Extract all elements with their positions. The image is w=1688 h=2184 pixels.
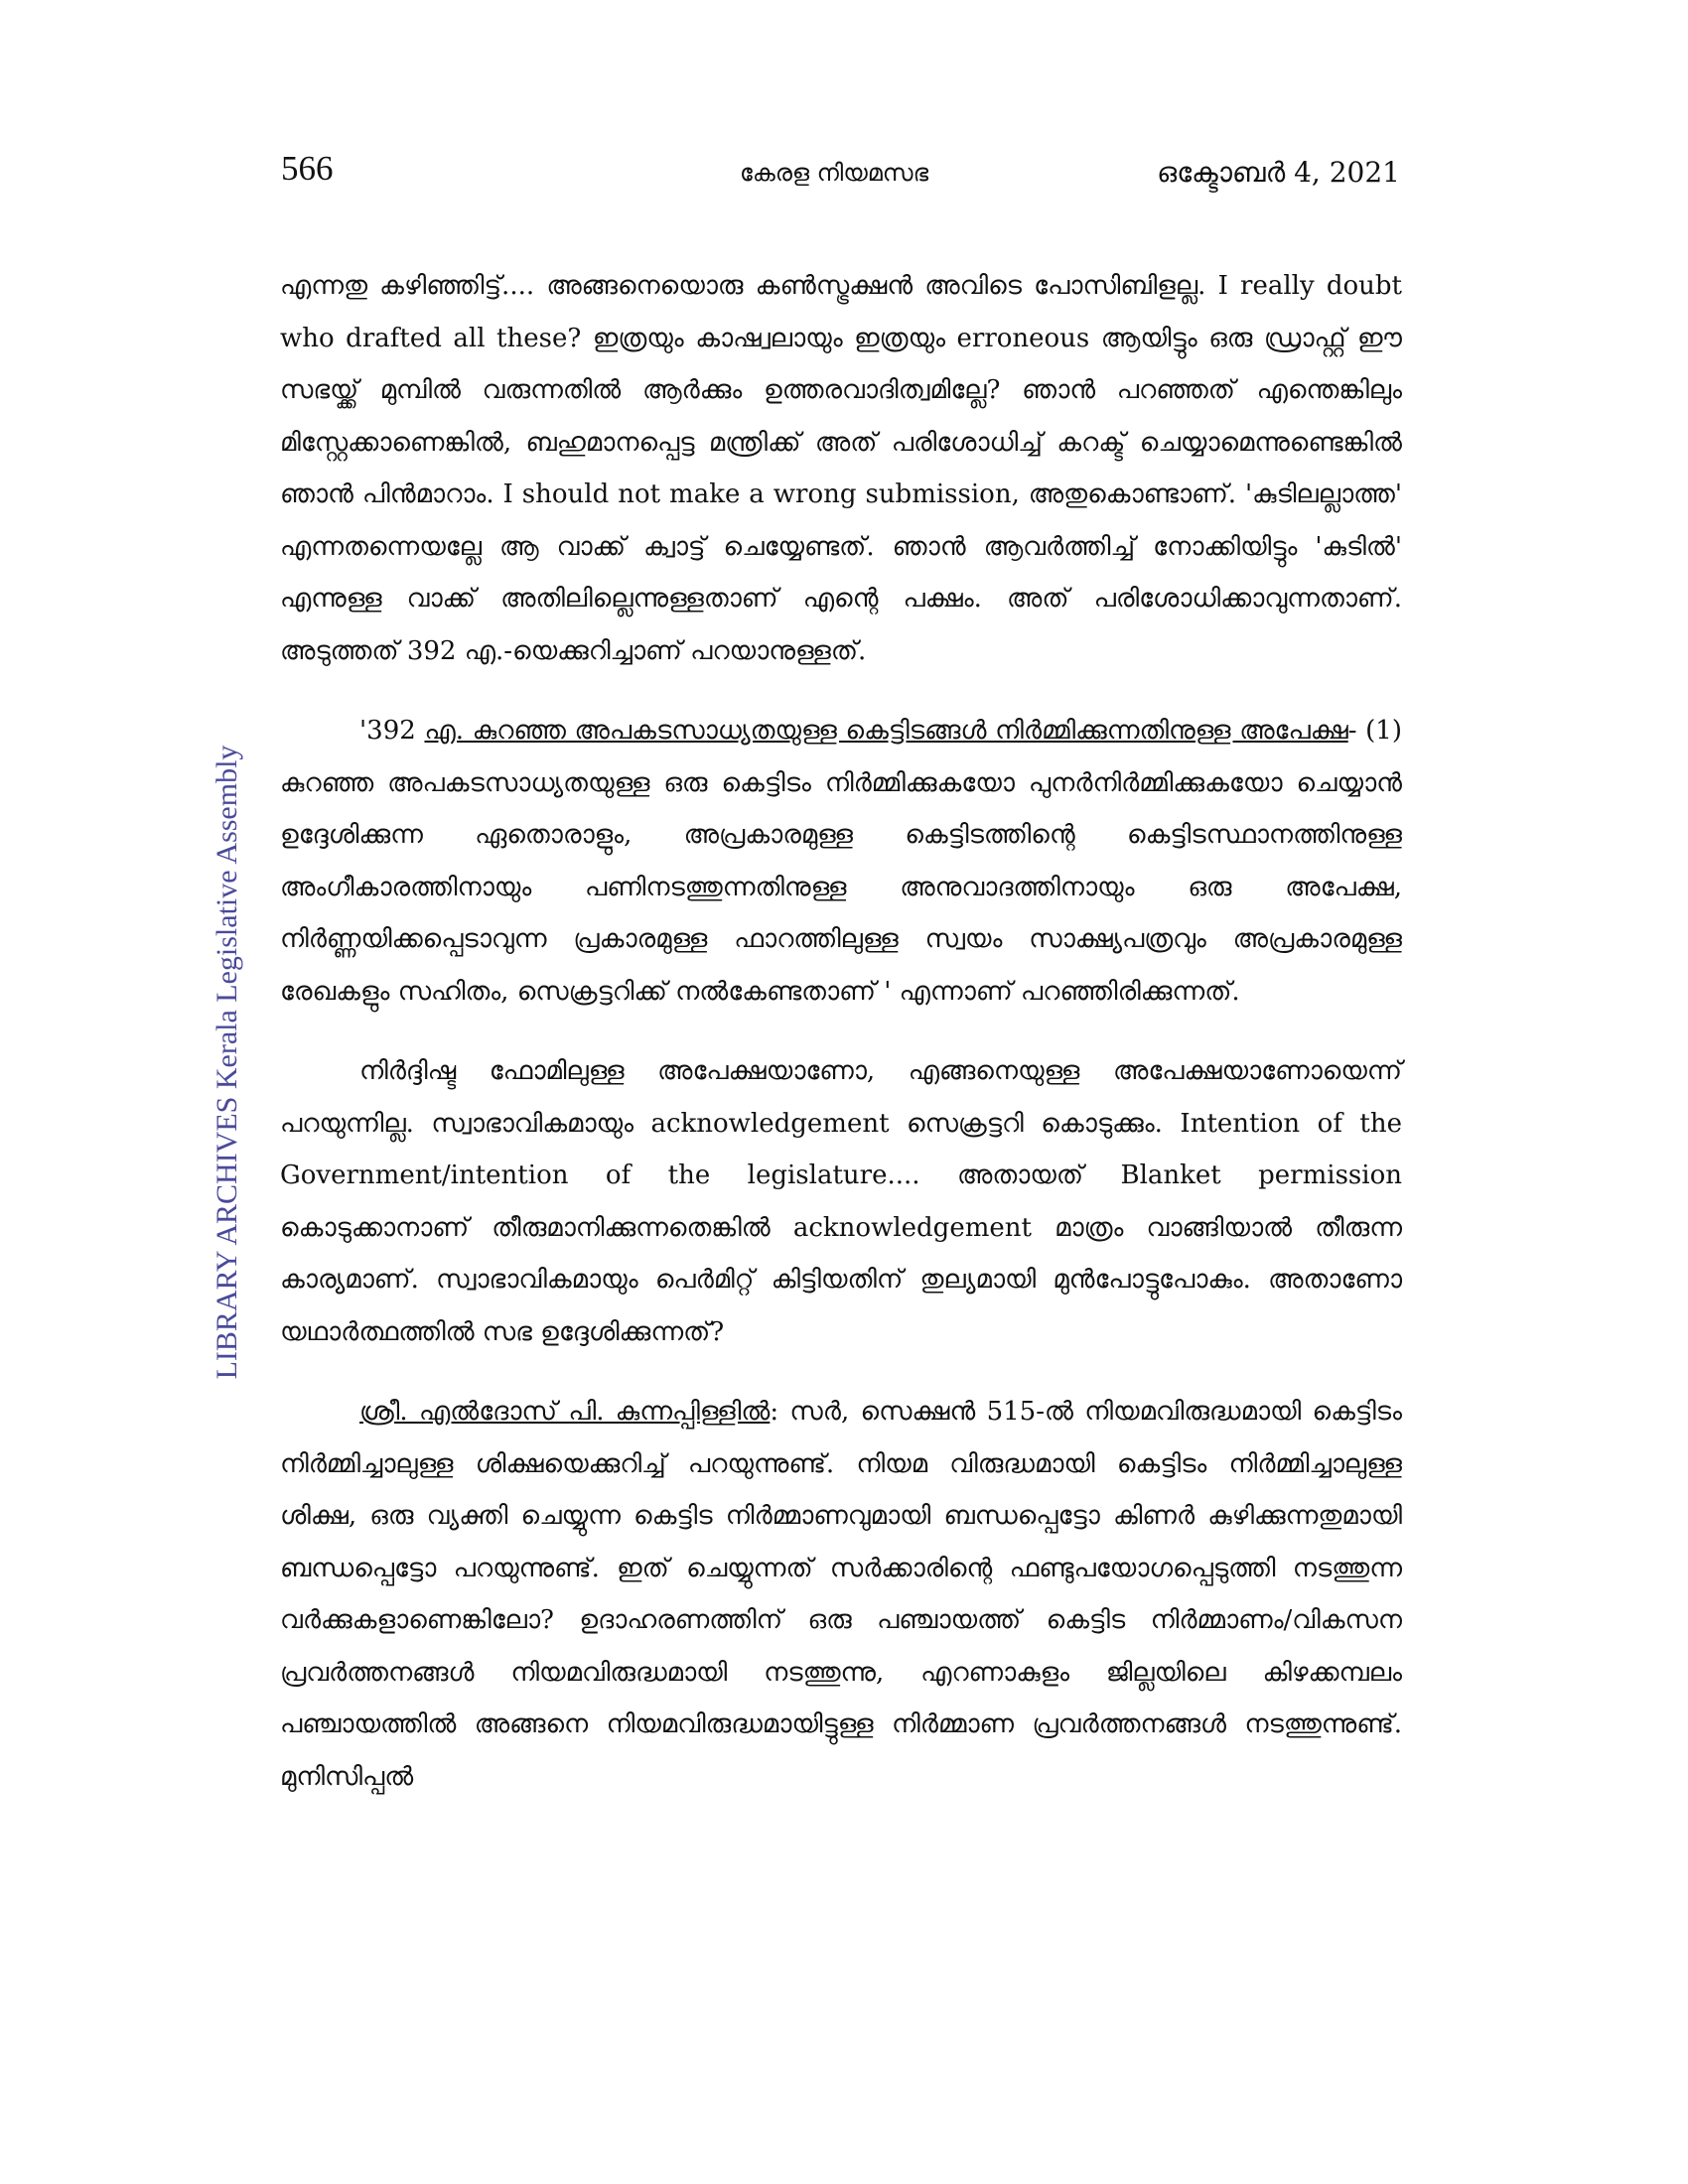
document-body <box>280 260 1402 1831</box>
section-heading-underlined: എ. കുറഞ്ഞ അപകടസാധ്യതയുള്ള കെട്ടിടങ്ങൾ നിർമ്മിക്കുന്നതിനുള്ള അപേക്ഷ <box>424 716 1348 746</box>
library-archives-watermark: LIBRARY ARCHIVES Kerala Legislative Assembly <box>211 745 243 1380</box>
section-text: - (1) കുറഞ്ഞ അപകടസാധ്യതയുള്ള ഒരു കെട്ടിടം നിർമ്മിക്കുകയോ പുനർനിർമ്മിക്കുകയോ ചെയ്യാൻ ഉദ്ദേശിക്കുന്ന ഏതൊരാളും, അപ്രകാരമുള്ള കെട്ടിടത്തിന്റെ കെട്ടിടസ്ഥാനത്തിനുള്ള അംഗീകാരത്തിനായും പണിനടത്തുന്നതിനുള്ള അനുവാദത്തിനായും ഒരു അപേക്ഷ, നിർണ്ണയിക്കപ്പെടാവുന്ന പ്രകാരമുള്ള ഫാറത്തിലുള്ള സ്വയം സാക്ഷ്യപത്രവും അപ്രകാരമുള്ള രേഖകളും സഹിതം, സെക്രട്ടറിക്ക് നൽകേണ്ടതാണ് ' എന്നാണ് പറഞ്ഞിരിക്കുന്നത്. <box>280 716 1402 1007</box>
paragraph-1: എന്നതു കഴിഞ്ഞിട്ട്.... അങ്ങനെയൊരു കൺസ്ട്രക്ഷൻ അവിടെ പോസിബിളല്ല. I really doubt who drafted all these? ഇത്രയും കാഷ്വലായും ഇത്രയും erroneous ആയിട്ടും ഒരു ഡ്രാഫ്റ്റ് ഈ സഭയ്ക്ക് മുമ്പിൽ വരുന്നതിൽ ആർക്കും ഉത്തരവാദിത്വമില്ലേ? ഞാൻ പറഞ്ഞത് എന്തെങ്കിലും മിസ്റ്റേക്കാണെങ്കിൽ, ബഹുമാനപ്പെട്ട മന്ത്രിക്ക് അത് പരിശോധിച്ച് കറക്ട് ചെയ്യാമെന്നുണ്ടെങ്കിൽ ഞാൻ പിൻമാറാം. I should not make a wrong submission, അതുകൊണ്ടാണ്. 'കുടിലല്ലാത്ത' എന്നതന്നെയല്ലേ ആ വാക്ക് ക്വാട്ട് ചെയ്യേണ്ടത്. ഞാൻ ആവർത്തിച്ച് നോക്കിയിട്ടും 'കുടിൽ' എന്നുള്ള വാക്ക് അതിലില്ലെന്നുള്ളതാണ് എന്റെ പക്ഷം. അത് പരിശോധിക്കാവുന്നതാണ്. അടുത്തത് 392 എ.-യെക്കുറിച്ചാണ് പറയാനുള്ളത്. <box>280 271 1402 666</box>
speaker-name: ശ്രീ. എൽദോസ് പി. കുന്നപ്പിള്ളിൽ <box>359 1397 771 1427</box>
speech-text: : സർ, സെക്ഷൻ 515-ൽ നിയമവിരുദ്ധമായി കെട്ടിടം നിർമ്മിച്ചാലുള്ള ശിക്ഷയെക്കുറിച്ച് പറയുന്നുണ്ട്. നിയമ വിരുദ്ധമായി കെട്ടിടം നിർമ്മിച്ചാലുള്ള ശിക്ഷ, ഒരു വ്യക്തി ചെയ്യുന്ന കെട്ടിട നിർമ്മാണവുമായി ബന്ധപ്പെട്ടോ കിണർ കുഴിക്കുന്നതുമായി ബന്ധപ്പെട്ടോ പറയുന്നുണ്ട്. ഇത് ചെയ്യുന്നത് സർക്കാരിന്റെ ഫണ്ടുപയോഗപ്പെടുത്തി നടത്തുന്ന വർക്കുകളാണെങ്കിലോ? ഉദാഹരണത്തിന് ഒരു പഞ്ചായത്ത് കെട്ടിട നിർമ്മാണം/വികസന പ്രവർത്തനങ്ങൾ നിയമവിരുദ്ധമായി നടത്തുന്നു, എറണാകുളം ജില്ലയിലെ കിഴക്കമ്പലം പഞ്ചായത്തിൽ അങ്ങനെ നിയമവിരുദ്ധമായിട്ടുള്ള നിർമ്മാണ പ്രവർത്തനങ്ങൾ നടത്തുന്നുണ്ട്. മുനിസിപ്പൽ <box>280 1397 1402 1792</box>
paragraph-3: നിർദ്ദിഷ്ട ഫോമിലുള്ള അപേക്ഷയാണോ, എങ്ങനെയുള്ള അപേക്ഷയാണോയെന്ന് പറയുന്നില്ല. സ്വാഭാവികമായും acknowledgement സെക്രട്ടറി കൊടുക്കും. Intention of the Government/intention of the legislature.... അതായത് Blanket permission കൊടുക്കാനാണ് തീരുമാനിക്കുന്നതെങ്കിൽ acknowledgement മാത്രം വാങ്ങിയാൽ തീരുന്ന കാര്യമാണ്. സ്വാഭാവികമായും പെർമിറ്റ് കിട്ടിയതിന് തുല്യമായി മുൻപോട്ടുപോകും. അതാണോ യഥാർത്ഥത്തിൽ സഭ ഉദ്ദേശിക്കുന്നത്? <box>280 1056 1402 1347</box>
document-title: കേരള നിയമസഭ <box>740 159 929 187</box>
page-number: 566 <box>281 149 334 188</box>
paragraph-2-section-quote <box>280 705 1402 1018</box>
document-date: ഒക്ടോബർ 4, 2021 <box>1157 156 1400 189</box>
quote-open: '392 <box>359 716 425 746</box>
paragraph-4-speech <box>280 1386 1402 1803</box>
